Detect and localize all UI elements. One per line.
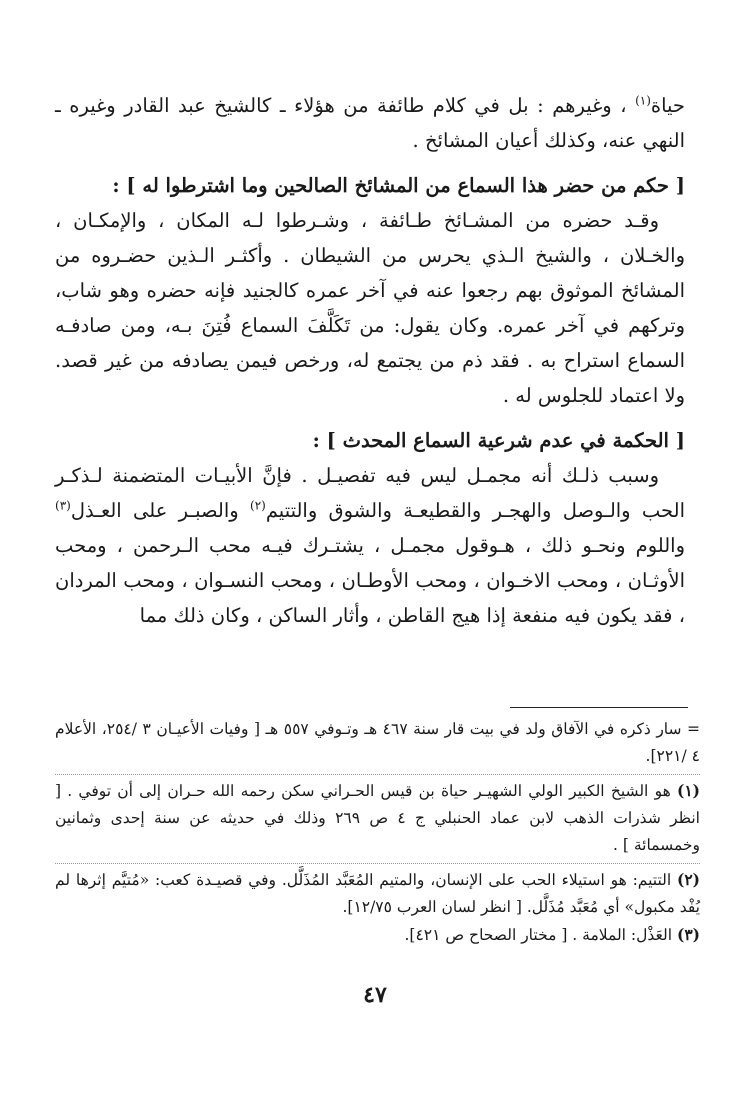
paragraph-3: وسبب ذلـك أنه مجمـل ليس فيه تفصيـل . فإنَّ الأبيـات المتضمنة لـذكـر الحب والـوصل والهجـر والقطيعـة والشوق والتتيم$^{(٢)}$ والصبـر على العـذل$^{(٣)}$ واللوم ونحـو ذلك ، هـوقول مجمـل ، يشتـرك فيـه محب الـرحمن ، ومحب الأوثـان ، ومحب الاخـوان ، ومحب الأوطـان ، ومحب النسـوان ، ومحب المردان ، فقد يكون فيه منفعة إذا هيج القاطن ، وأثار الساكن ، وكان ذلك مما — [55, 464, 685, 627]
footnotes — [55, 716, 700, 949]
page-number: ٤٧ — [363, 982, 387, 1008]
main-text — [55, 88, 685, 633]
section-heading-2: [ الحكمة في عدم شرعية السماع المحدث ] : — [312, 429, 685, 452]
footnote-separator — [510, 707, 688, 708]
footnote-divider — [55, 863, 700, 864]
footnote-continuation: = سار ذكره في الآفاق ولد في بيت قار سنة ٤٦٧ هـ وتـوفي ٥٥٧ هـ [ وفيات الأعيـان ٣ /٢٥٤، الأعلام ٤ /٢٢١]. — [55, 720, 701, 765]
footnote-divider — [55, 774, 700, 775]
footnote-1: (١) هو الشيخ الكبير الولي الشهيـر حياة بن قيس الحـراني سكن رحمه الله حـران إلى أن توفي . [ انظر شذرات الذهب لابن عماد الحنبلي ج ٤ ص ٢٦٩ وذلك في حديثه عن سنة إحدى وثمانين وخمسمائة ] . — [55, 781, 700, 854]
footnote-ref-3: (٣) — [55, 498, 71, 513]
paragraph-2: وقـد حضره من المشـائخ طـائفة ، وشـرطوا لـه المكان ، والإمكـان ، والخـلان ، والشيخ الـذي يحرس من الشيطان . وأكثـر الـذين حضـروه من المشائخ الموثوق بهم رجعوا عنه في آخر عمره كالجنيد فإنه حضره وهو شاب، وتركهم في آخر عمره. وكان يقول: من تَكَلَّفَ السماع فُتِنَ بـه، ومن صادفـه السماع استراح به . فقد ذم من يجتمع له، ورخص فيمن يصادفه من غير قصد. ولا اعتماد للجلوس له . — [55, 209, 685, 407]
footnote-3: (٣) العَذْل: الملامة . [ مختار الصحاح ص ٤٢١]. — [404, 925, 700, 944]
footnote-2: (٢) التتيم: هو استيلاء الحب على الإنسان، والمتيم المُعَبَّد المُذَلَّل. وفي قصيـدة كعب: «مُتيَّم إثرها لم يُفْد مكبول» أي مُعَبَّد مُذَلَّل. [ انظر لسان العرب ١٢/٧٥]. — [55, 870, 700, 916]
section-heading-1: [ حكم من حضر هذا السماع من المشائخ الصالحين وما اشترطوا له ] : — [112, 174, 685, 197]
paragraph-1: حياة$^{(١)}$ ، وغيرهم : بل في كلام طائفة من هؤلاء ـ كالشيخ عبد القادر وغيره ـ النهي عنه، وكذلك أعيان المشائخ . — [55, 93, 685, 152]
footnote-ref-2: (٢) — [250, 498, 266, 513]
footnote-ref-1: (١) — [635, 93, 651, 108]
